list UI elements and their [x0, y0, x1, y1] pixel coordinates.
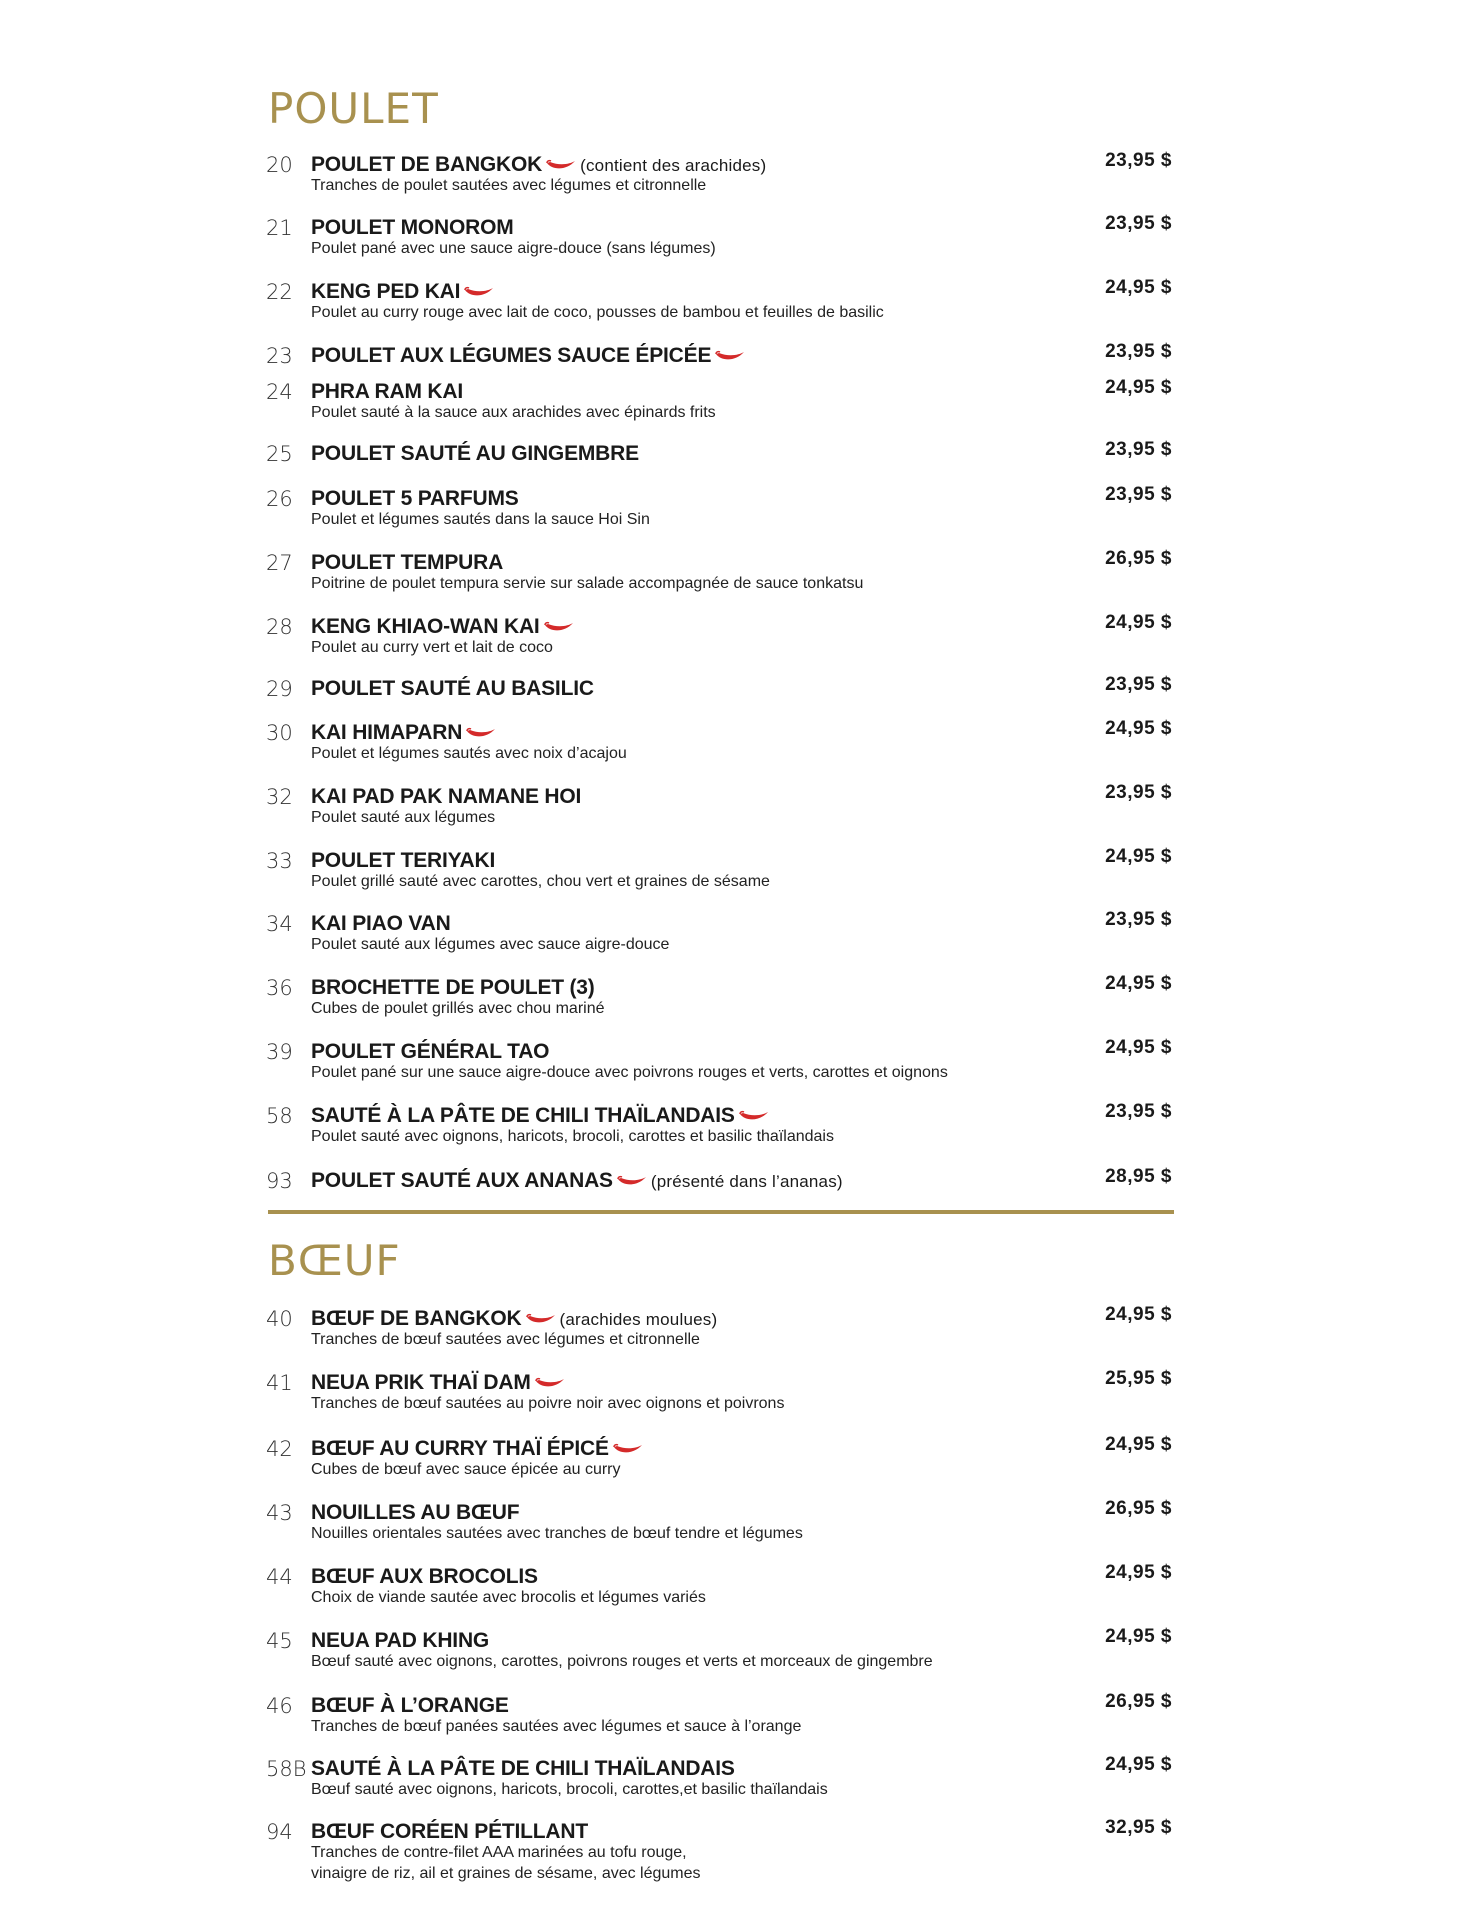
item-description: Poulet au curry vert et lait de coco: [311, 639, 553, 656]
item-price: 23,95 $: [1105, 909, 1172, 930]
item-description: Poulet sauté à la sauce aux arachides avec épinards frits: [311, 404, 716, 421]
item-number: 45: [266, 1629, 293, 1653]
chili-pepper-icon: [546, 158, 576, 172]
item-description: Cubes de poulet grillés avec chou mariné: [311, 1000, 605, 1017]
item-number: 42: [266, 1437, 293, 1461]
item-number: 26: [266, 487, 293, 511]
item-number: 23: [266, 344, 293, 368]
item-price: 23,95 $: [1105, 782, 1172, 803]
item-description: Poulet sauté avec oignons, haricots, brocoli, carottes et basilic thaïlandais: [311, 1128, 834, 1145]
item-number: 40: [266, 1307, 293, 1331]
item-number: 93: [266, 1169, 293, 1193]
item-price: 24,95 $: [1105, 1304, 1172, 1325]
item-price: 26,95 $: [1105, 1691, 1172, 1712]
item-price: 23,95 $: [1105, 150, 1172, 171]
item-number: 39: [266, 1040, 293, 1064]
item-name-line: [311, 441, 639, 467]
chili-pepper-icon: [535, 1376, 565, 1390]
item-price: 24,95 $: [1105, 1434, 1172, 1455]
item-name: POULET TERIYAKI: [311, 849, 496, 872]
item-price: 28,95 $: [1105, 1166, 1172, 1187]
item-number: 46: [266, 1694, 293, 1718]
item-name: KAI HIMAPARN: [311, 721, 463, 744]
item-number: 25: [266, 442, 293, 466]
item-number: 94: [266, 1820, 293, 1844]
item-number: 20: [266, 153, 293, 177]
item-price: 32,95 $: [1105, 1817, 1172, 1838]
item-name-line: [311, 343, 745, 369]
chili-pepper-icon: [464, 285, 494, 299]
section-title-poulet: POULET: [268, 84, 439, 133]
item-price: 24,95 $: [1105, 1626, 1172, 1647]
item-number: 34: [266, 912, 293, 936]
item-number: 29: [266, 677, 293, 701]
item-price: 26,95 $: [1105, 548, 1172, 569]
item-name: POULET 5 PARFUMS: [311, 487, 519, 510]
item-name: KENG KHIAO-WAN KAI: [311, 615, 540, 638]
item-description: Poulet pané avec une sauce aigre-douce (sans légumes): [311, 240, 716, 257]
item-name: POULET SAUTÉ AU GINGEMBRE: [311, 442, 639, 465]
item-description: Tranches de bœuf sautées avec légumes et citronnelle: [311, 1331, 700, 1348]
chili-pepper-icon: [544, 620, 574, 634]
chili-pepper-icon: [739, 1109, 769, 1123]
item-note: (contient des arachides): [580, 156, 767, 175]
item-price: 24,95 $: [1105, 1754, 1172, 1775]
item-number: 58: [266, 1104, 293, 1128]
item-name: BŒUF À L’ORANGE: [311, 1694, 509, 1717]
item-price: 24,95 $: [1105, 718, 1172, 739]
item-price: 23,95 $: [1105, 484, 1172, 505]
item-description: Poulet et légumes sautés dans la sauce Hoi Sin: [311, 511, 650, 528]
item-name: BŒUF AU CURRY THAÏ ÉPICÉ: [311, 1437, 609, 1460]
item-price: 26,95 $: [1105, 1498, 1172, 1519]
item-price: 24,95 $: [1105, 377, 1172, 398]
item-name: NEUA PRIK THAÏ DAM: [311, 1371, 531, 1394]
item-number: 30: [266, 721, 293, 745]
item-price: 24,95 $: [1105, 612, 1172, 633]
item-name: NEUA PAD KHING: [311, 1629, 490, 1652]
item-price: 23,95 $: [1105, 1101, 1172, 1122]
item-description: Poulet grillé sauté avec carottes, chou vert et graines de sésame: [311, 873, 770, 890]
item-name: POULET MONOROM: [311, 216, 514, 239]
item-description: Poitrine de poulet tempura servie sur salade accompagnée de sauce tonkatsu: [311, 575, 864, 592]
item-number: 44: [266, 1565, 293, 1589]
item-number: 24: [266, 380, 293, 404]
item-number: 21: [266, 216, 293, 240]
item-name: PHRA RAM KAI: [311, 380, 463, 403]
item-name: POULET DE BANGKOK: [311, 153, 543, 176]
item-number: 32: [266, 785, 293, 809]
item-name: BŒUF DE BANGKOK: [311, 1307, 522, 1330]
item-note: (présenté dans l’ananas): [650, 1172, 843, 1191]
item-price: 24,95 $: [1105, 277, 1172, 298]
item-number: 41: [266, 1371, 293, 1395]
item-description: Poulet sauté aux légumes: [311, 809, 496, 826]
chili-pepper-icon: [617, 1174, 647, 1188]
item-description: Poulet au curry rouge avec lait de coco, pousses de bambou et feuilles de basilic: [311, 304, 884, 321]
section-title-boeuf: BŒUF: [268, 1236, 401, 1285]
item-description: Choix de viande sautée avec brocolis et légumes variés: [311, 1589, 706, 1606]
item-number: 58B: [266, 1757, 307, 1781]
item-number: 27: [266, 551, 293, 575]
chili-pepper-icon: [466, 726, 496, 740]
item-name: SAUTÉ À LA PÂTE DE CHILI THAÏLANDAIS: [311, 1757, 735, 1780]
chili-pepper-icon: [715, 349, 745, 363]
item-name: POULET AUX LÉGUMES SAUCE ÉPICÉE: [311, 344, 712, 367]
item-price: 23,95 $: [1105, 439, 1172, 460]
item-name: KAI PAD PAK NAMANE HOI: [311, 785, 582, 808]
item-number: 28: [266, 615, 293, 639]
item-description: Poulet et légumes sautés avec noix d’acajou: [311, 745, 627, 762]
item-name-line: [311, 676, 594, 702]
item-name: BŒUF AUX BROCOLIS: [311, 1565, 538, 1588]
item-description: Tranches de poulet sautées avec légumes et citronnelle: [311, 177, 707, 194]
item-price: 25,95 $: [1105, 1368, 1172, 1389]
item-description: Tranches de contre-filet AAA marinées au tofu rouge,: [311, 1844, 687, 1861]
item-price: 23,95 $: [1105, 213, 1172, 234]
item-description: Bœuf sauté avec oignons, carottes, poivrons rouges et verts et morceaux de gingembre: [311, 1653, 933, 1670]
item-description-line2: vinaigre de riz, ail et graines de sésame, avec légumes: [311, 1865, 701, 1882]
item-description: Poulet sauté aux légumes avec sauce aigre-douce: [311, 936, 670, 953]
item-name-line: [311, 1168, 843, 1195]
chili-pepper-icon: [613, 1442, 643, 1456]
item-description: Tranches de bœuf sautées au poivre noir avec oignons et poivrons: [311, 1395, 785, 1412]
item-name: POULET GÉNÉRAL TAO: [311, 1040, 550, 1063]
item-description: Bœuf sauté avec oignons, haricots, brocoli, carottes,et basilic thaïlandais: [311, 1781, 828, 1798]
item-description: Nouilles orientales sautées avec tranches de bœuf tendre et légumes: [311, 1525, 803, 1542]
item-description: Cubes de bœuf avec sauce épicée au curry: [311, 1461, 621, 1478]
item-number: 43: [266, 1501, 293, 1525]
section-divider: [268, 1210, 1174, 1214]
item-name: POULET SAUTÉ AU BASILIC: [311, 677, 594, 700]
item-number: 36: [266, 976, 293, 1000]
item-price: 23,95 $: [1105, 341, 1172, 362]
item-name: KENG PED KAI: [311, 280, 461, 303]
item-name: NOUILLES AU BŒUF: [311, 1501, 520, 1524]
item-description: Tranches de bœuf panées sautées avec légumes et sauce à l’orange: [311, 1718, 802, 1735]
item-price: 24,95 $: [1105, 1562, 1172, 1583]
item-number: 22: [266, 280, 293, 304]
item-name: POULET SAUTÉ AUX ANANAS: [311, 1169, 613, 1192]
item-price: 23,95 $: [1105, 674, 1172, 695]
item-price: 24,95 $: [1105, 846, 1172, 867]
chili-pepper-icon: [526, 1312, 556, 1326]
item-price: 24,95 $: [1105, 973, 1172, 994]
item-price: 24,95 $: [1105, 1037, 1172, 1058]
item-description: Poulet pané sur une sauce aigre-douce avec poivrons rouges et verts, carottes et oignons: [311, 1064, 948, 1081]
item-name: BŒUF CORÉEN PÉTILLANT: [311, 1820, 588, 1843]
item-name: SAUTÉ À LA PÂTE DE CHILI THAÏLANDAIS: [311, 1104, 735, 1127]
item-name: KAI PIAO VAN: [311, 912, 451, 935]
item-note: (arachides moulues): [559, 1310, 718, 1329]
item-number: 33: [266, 849, 293, 873]
item-name: BROCHETTE DE POULET (3): [311, 976, 595, 999]
item-name: POULET TEMPURA: [311, 551, 504, 574]
